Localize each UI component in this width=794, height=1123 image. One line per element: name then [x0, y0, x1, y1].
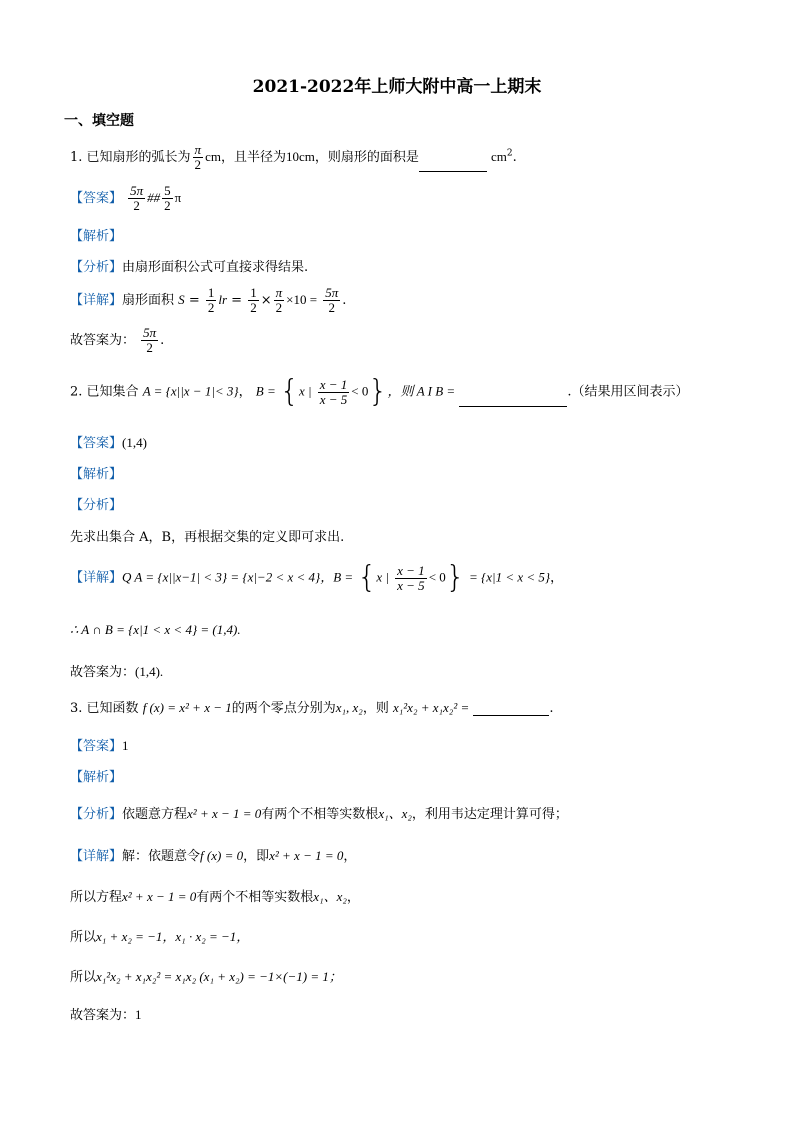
q1-text-a: 1. 已知扇形的弧长为 — [70, 150, 191, 165]
q2-xiangjie: 【详解】Q A = {x||x−1| < 3} = {x|−2 < x < 4}，B = {x | $\frac{x - 1}{x - 5}$ < 0} = {x|1 < x < 5}， — [70, 560, 564, 595]
q2-blank — [459, 405, 567, 407]
q1-fenxi: 【分析】由扇形面积公式可直接求得结果. — [70, 260, 309, 275]
q3-blank — [473, 714, 549, 716]
q3-final: 故答案为：1 — [70, 1007, 142, 1023]
q3-line2: 所以x₁ + x₂ = −1，x₁ · x₂ = −1， — [70, 929, 250, 945]
q3-answer: 【答案】1 — [70, 738, 129, 754]
q3-line1: 所以方程x² + x − 1 = 0有两个不相等实数根x₁、x₂， — [70, 889, 360, 905]
page-title: 2021-2022年上师大附中高一上期末 — [252, 77, 542, 97]
q2-answer: 【答案】(1,4) — [70, 435, 147, 451]
q3-xiangjie: 【详解】解：依题意令f (x) = 0，即x² + x − 1 = 0， — [70, 848, 357, 864]
q2-jiexi: 【解析】 — [70, 467, 123, 482]
q1-blank — [419, 170, 487, 172]
q1-xiangjie: 【详解】扇形面积 S = $\frac{1}{2}$ lr = $\frac{1}{2}$ × $\frac{\pi}{2}$ ×10 = $\frac{5\pi}{2}$ . — [70, 285, 347, 315]
q1-text-b: cm，且半径为10cm，则扇形的面积是 — [205, 149, 419, 164]
q1-answer: 【答案】 $\frac{5\pi}{2}$ ## $\frac{5}{2}$ π — [70, 183, 182, 213]
q1-final: 故答案为： $\frac{5\pi}{2}$ . — [70, 325, 165, 355]
section-heading: 一、填空题 — [64, 113, 134, 129]
q3-jiexi: 【解析】 — [70, 770, 123, 785]
q1-frac: $\frac{\pi}{2}$ — [194, 142, 202, 172]
q2-fenxi-label: 【分析】 — [70, 498, 123, 513]
q3-line3: 所以x₁²x₂ + x₁x₂² = x₁x₂ (x₁ + x₂) = −1×(−1) = 1； — [70, 969, 342, 985]
q1-question: 1. 已知扇形的弧长为 $\frac{\pi}{2}$ cm，且半径为10cm，则扇形的面积是 $cm^2$. — [70, 142, 517, 172]
q2-question: 2. 已知集合 A = {x||x − 1|< 3}， B = {x | $\frac{x - 1}{x - 5}$ < 0}，则 A I B = .（结果用区间表示） — [70, 374, 689, 409]
q2-fenxi-text: 先求出集合 A，B，再根据交集的定义即可求出. — [70, 530, 345, 545]
q2-final: 故答案为：(1,4). — [70, 664, 164, 680]
q2-conclusion: ∴ A ∩ B = {x|1 < x < 4} = (1,4). — [70, 622, 241, 637]
q1-jiexi: 【解析】 — [70, 229, 123, 244]
q3-question: 3. 已知函数 f (x) = x² + x − 1的两个零点分别为x₁, x₂，则 x₁²x₂ + x₁x₂² = . — [70, 700, 554, 716]
q1-unit: cm — [490, 149, 507, 164]
q3-fenxi: 【分析】依题意方程x² + x − 1 = 0有两个不相等实数根x₁、x₂，利用韦达定理计算可得； — [70, 806, 568, 822]
